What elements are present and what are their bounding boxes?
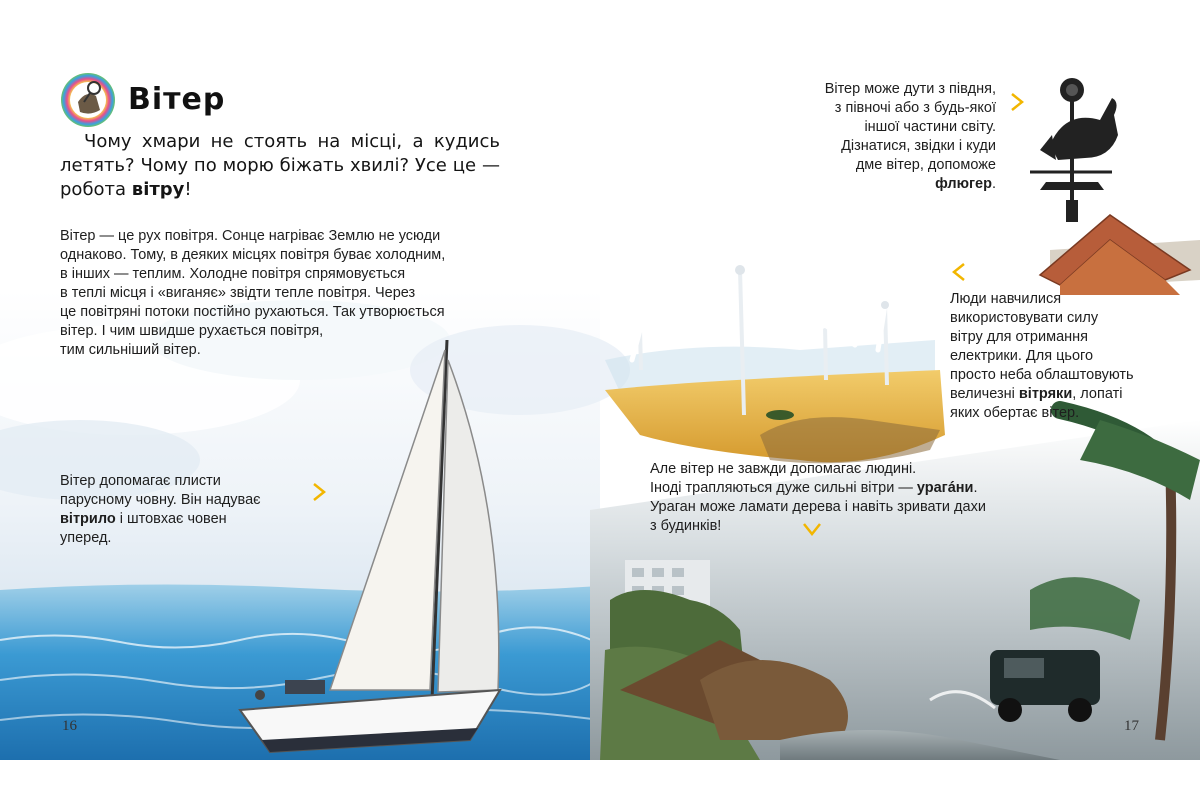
pointer-down-icon	[802, 522, 822, 536]
caption-bold: флюгер	[935, 176, 992, 192]
caption-line: уперед.	[60, 530, 112, 546]
caption-line	[650, 479, 1050, 498]
sailboat-caption	[60, 472, 300, 548]
intro-end: !	[184, 179, 192, 200]
caption-line: електрики. Для цього	[950, 348, 1094, 364]
paragraph-line: Вітер — це рух повітря. Сонце нагріває Землю не усюди	[60, 228, 441, 244]
caption-line: Вітер може дути з півдня,	[824, 81, 996, 97]
caption-line: дме вітер, допоможе	[855, 157, 996, 173]
hand-magnifier-icon	[61, 73, 115, 127]
intro-bold: вітру	[131, 179, 185, 200]
pointer-left-icon	[952, 262, 966, 282]
caption-line: яких обертає вітер.	[950, 405, 1080, 421]
paragraph-line: це повітряні потоки постійно рухаються. Так утворюється	[60, 304, 445, 320]
page-title: Вітер	[128, 82, 226, 117]
pointer-right-icon	[312, 482, 326, 502]
caption-line	[796, 175, 996, 194]
caption-text: величезні	[950, 386, 1019, 402]
windmill-caption	[950, 290, 1160, 423]
hurricane-caption	[650, 460, 1050, 536]
paragraph-line: вітер. І чим швидше рухається повітря,	[60, 323, 324, 339]
paragraph-line: тим сильніший вітер.	[60, 342, 201, 358]
page-number-right: 17	[1124, 718, 1139, 734]
caption-bold: урагáни	[916, 480, 974, 496]
caption-line: Дізнатися, звідки і куди	[841, 138, 996, 154]
weather-vane-caption	[796, 80, 996, 194]
page-number-left: 16	[62, 718, 77, 734]
caption-text: і штовхає човен	[115, 511, 227, 527]
caption-line	[950, 385, 1160, 404]
caption-line: Ураган може ламати дерева і навіть зривати дахи	[650, 499, 986, 515]
caption-line: з півночі або з будь-якої	[834, 100, 996, 116]
caption-line: іншої частини світу.	[864, 119, 996, 135]
intro-text: Чому хмари не стоять на місці, а кудись летять? Чому по морю біжать хвилі? Усе це — робота	[60, 131, 500, 200]
wind-farm-illustration	[605, 185, 945, 463]
caption-line: використовувати силу	[950, 310, 1099, 326]
paragraph-line: в інших — теплим. Холодне повітря спрямовується	[60, 266, 406, 282]
caption-line: Люди навчилися	[950, 291, 1062, 307]
caption-line: Вітер допомагає плисти	[60, 473, 221, 489]
weather-vane-illustration	[1030, 78, 1200, 295]
caption-text: .	[973, 480, 978, 496]
caption-line: вітру для отримання	[950, 329, 1088, 345]
caption-text: .	[991, 176, 996, 192]
caption-text: Іноді трапляються дуже сильні вітри —	[650, 480, 917, 496]
paragraph-line: однаково. Тому, в деяких місцях повітря буває холодним,	[60, 247, 446, 263]
intro-question	[60, 130, 500, 202]
caption-line: з будинків!	[650, 518, 722, 534]
caption-line: парусному човну. Він надуває	[60, 492, 261, 508]
caption-text: , лопаті	[1072, 386, 1123, 402]
explanation-paragraph	[60, 227, 492, 360]
caption-bold: вітряки	[1018, 386, 1073, 402]
paragraph-line: в теплі місця і «виганяє» звідти тепле повітря. Через	[60, 285, 416, 301]
book-spread	[0, 40, 1200, 760]
pointer-right-icon	[1010, 92, 1024, 112]
caption-line: просто неба облаштовують	[950, 367, 1134, 383]
caption-line	[60, 510, 300, 529]
caption-line: Але вітер не завжди допомагає людині.	[650, 461, 917, 477]
caption-bold: вітрило	[60, 511, 116, 527]
